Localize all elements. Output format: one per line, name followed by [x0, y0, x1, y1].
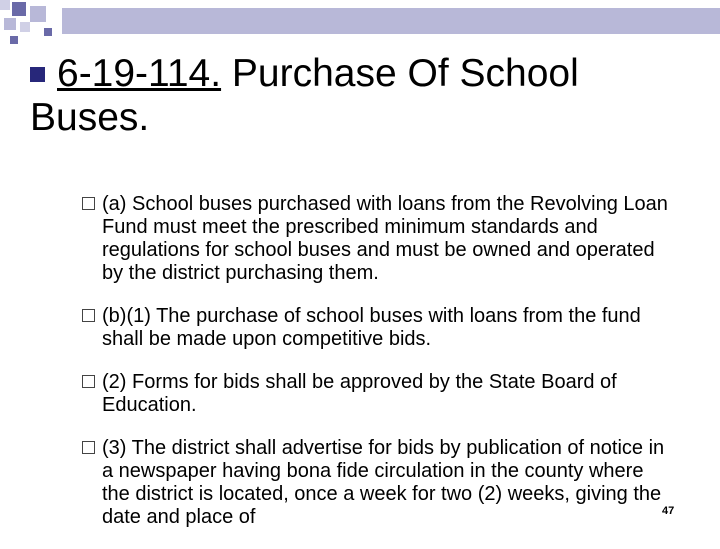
title-bullet-icon — [30, 67, 45, 82]
deco-square — [12, 2, 26, 16]
page-number: 47 — [662, 505, 675, 517]
checkbox-bullet-icon — [82, 441, 95, 454]
list-item-text: (a) School buses purchased with loans from the Revolving Loan Fund must meet the prescribed minimum standards and regulations for school buses and must be owned and operated by the district purchasing them. — [102, 193, 668, 284]
deco-square — [30, 6, 46, 22]
list-item-text: (3) The district shall advertise for bids by publication of notice in a newspaper having bona fide circulation in the county where the district is located, once a week for two (2) weeks, giving the date and place of — [102, 437, 665, 528]
list-item — [82, 193, 672, 285]
slide-title — [30, 52, 690, 140]
deco-square — [0, 0, 10, 10]
list-item-text: (b)(1) The purchase of school buses with loans from the fund shall be made upon competitive bids. — [102, 305, 641, 350]
item-list — [82, 193, 675, 549]
checkbox-bullet-icon — [82, 197, 95, 210]
checkbox-bullet-icon — [82, 375, 95, 388]
section-number: 6-19-114. — [57, 52, 222, 95]
checkbox-bullet-icon — [82, 309, 95, 322]
list-item — [82, 437, 675, 529]
list-item — [82, 371, 672, 417]
header-bar — [62, 8, 720, 34]
deco-square — [4, 18, 16, 30]
deco-square — [44, 28, 52, 36]
deco-square — [20, 22, 30, 32]
title-text: Purchase Of School Buses. — [30, 52, 579, 139]
list-item — [82, 305, 672, 351]
deco-square — [10, 36, 18, 44]
list-item-text: (2) Forms for bids shall be approved by the State Board of Education. — [102, 371, 617, 416]
